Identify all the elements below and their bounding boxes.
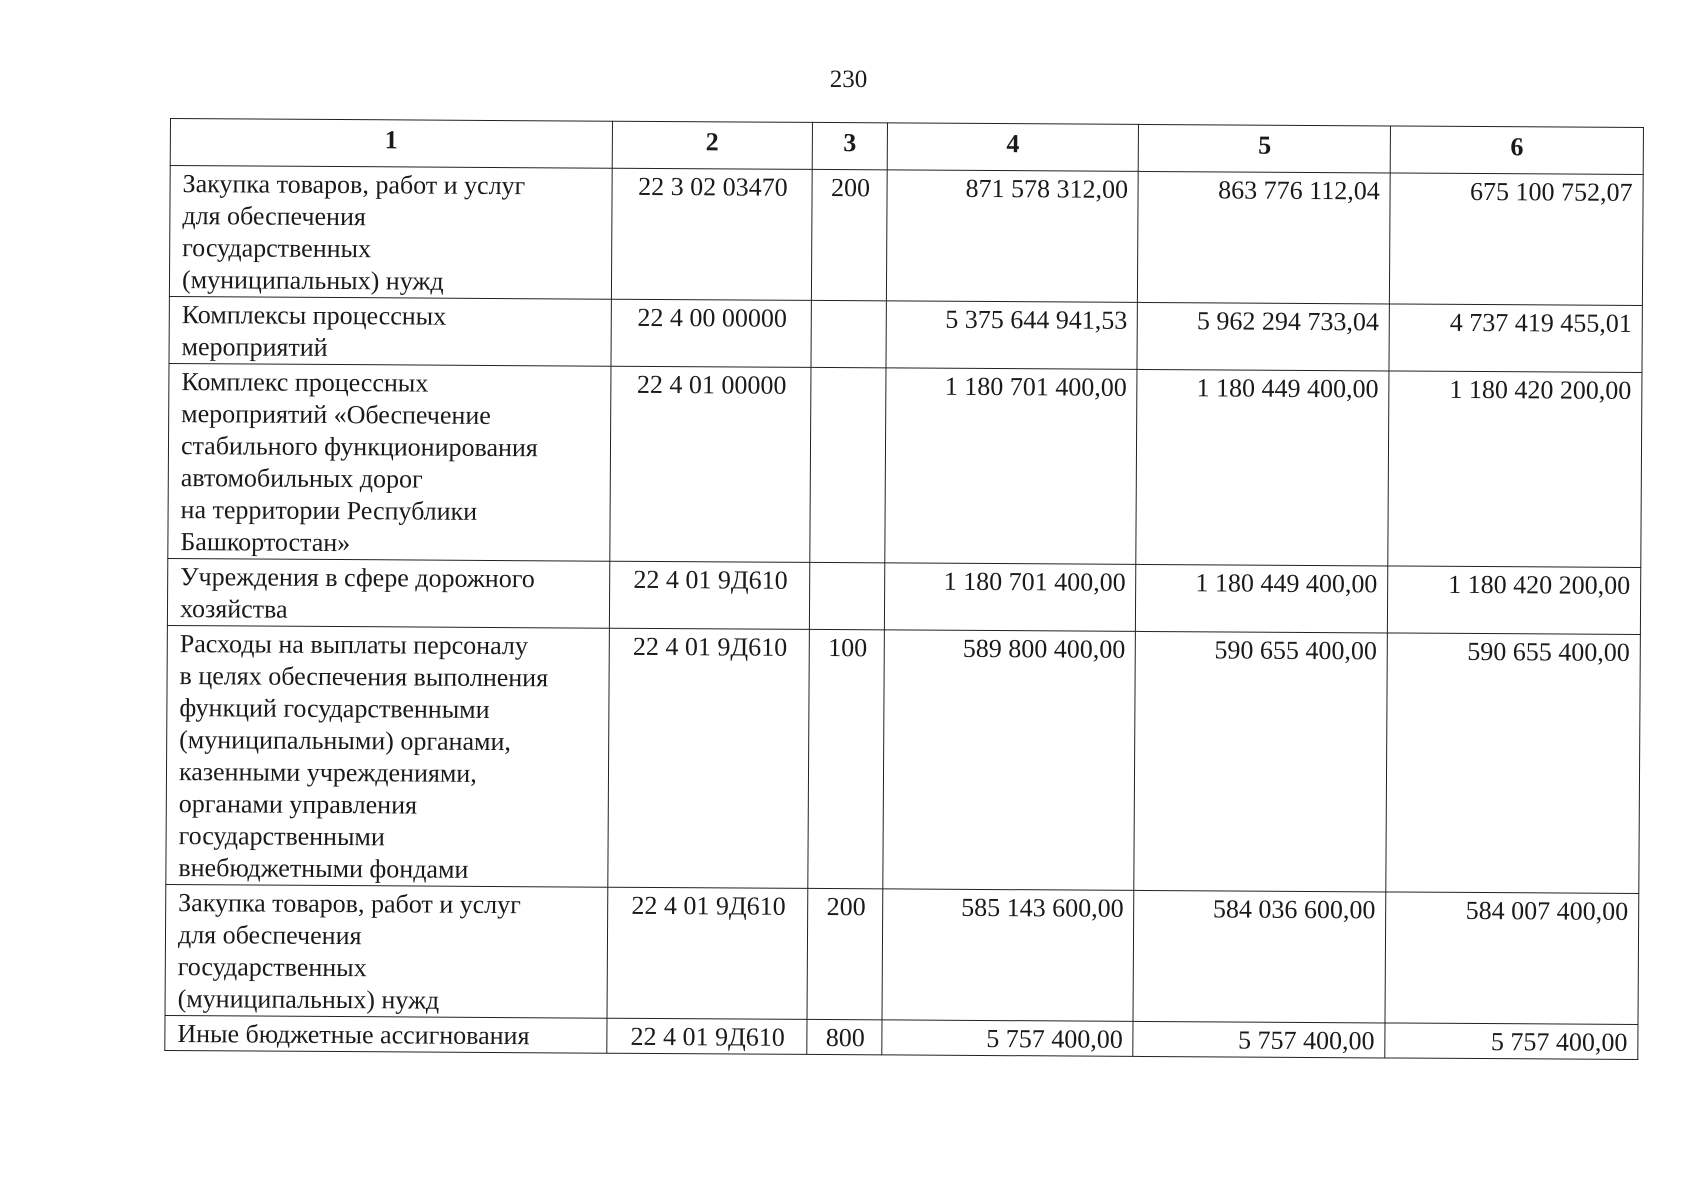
column-header-2: 2 [612,121,813,169]
row-kvr-cell [809,562,884,629]
row-value-col6: 1 180 420 200,00 [1388,371,1642,568]
row-value-col5: 590 655 400,00 [1134,631,1387,892]
row-kvr-cell: 100 [808,629,884,888]
column-header-6: 6 [1390,126,1643,175]
table-row [165,884,1639,1024]
row-kvr-cell [810,367,886,562]
column-header-1: 1 [170,119,612,169]
row-value-col5: 5 757 400,00 [1133,1021,1385,1058]
row-value-col6: 675 100 752,07 [1390,173,1644,306]
row-value-col5: 1 180 449 400,00 [1136,564,1388,633]
row-value-col4: 589 800 400,00 [883,630,1136,891]
row-name-cell: Расходы на выплаты персоналу в целях обеспечения выполнения функций государственными (муниципальными) органами, казенными учреждениями, органами управления государственными внебюджетными фондами [166,625,609,887]
row-name-cell: Закупка товаров, работ и услуг для обеспечения государственных (муниципальных) нужд [169,166,611,300]
row-value-col4: 5 375 644 941,53 [886,301,1138,370]
row-value-col4: 585 143 600,00 [882,889,1135,1022]
table-row [167,558,1640,634]
row-kvr-cell: 200 [811,169,886,300]
row-name-cell: Иные бюджетные ассигнования [165,1015,607,1053]
row-value-col5: 5 962 294 733,04 [1137,302,1389,371]
column-header-3: 3 [812,122,887,169]
row-name-cell: Учреждения в сфере дорожного хозяйства [167,558,609,628]
row-code-cell: 22 4 01 00000 [609,366,811,562]
row-name-cell: Закупка товаров, работ и услуг для обеспечения государственных (муниципальных) нужд [165,884,607,1018]
row-value-col6: 1 180 420 200,00 [1388,566,1641,635]
budget-table [164,118,1644,1060]
table-row [169,166,1643,306]
row-value-col4: 871 578 312,00 [886,170,1139,303]
table-row [168,363,1642,567]
row-kvr-cell [811,300,886,367]
row-value-col5: 584 036 600,00 [1133,890,1386,1023]
column-header-5: 5 [1139,124,1391,173]
row-value-col6: 590 655 400,00 [1386,633,1640,894]
row-kvr-cell: 200 [807,888,882,1019]
row-value-col5: 1 180 449 400,00 [1136,369,1389,566]
row-value-col4: 5 757 400,00 [882,1020,1134,1057]
table-row [166,625,1641,893]
row-code-cell: 22 4 00 00000 [611,299,812,367]
row-value-col6: 4 737 419 455,01 [1389,304,1642,373]
row-value-col6: 584 007 400,00 [1385,892,1639,1025]
row-name-cell: Комплексы процессных мероприятий [169,296,611,366]
row-code-cell: 22 4 01 9Д610 [607,628,809,888]
row-code-cell: 22 4 01 9Д610 [607,887,808,1019]
row-value-col5: 863 776 112,04 [1138,171,1391,304]
row-value-col4: 1 180 701 400,00 [885,368,1138,565]
row-value-col6: 5 757 400,00 [1385,1023,1638,1060]
row-kvr-cell: 800 [807,1019,882,1054]
row-code-cell: 22 3 02 03470 [611,168,812,300]
page-number: 230 [829,66,868,93]
table-row [169,296,1642,372]
row-name-cell: Комплекс процессных мероприятий «Обеспечение стабильного функционирования автомобильных дорог на территории Республики Башкортостан» [168,363,611,561]
row-code-cell: 22 4 01 9Д610 [606,1018,807,1054]
row-value-col4: 1 180 701 400,00 [884,563,1136,632]
column-header-4: 4 [887,123,1139,172]
row-code-cell: 22 4 01 9Д610 [609,561,810,629]
